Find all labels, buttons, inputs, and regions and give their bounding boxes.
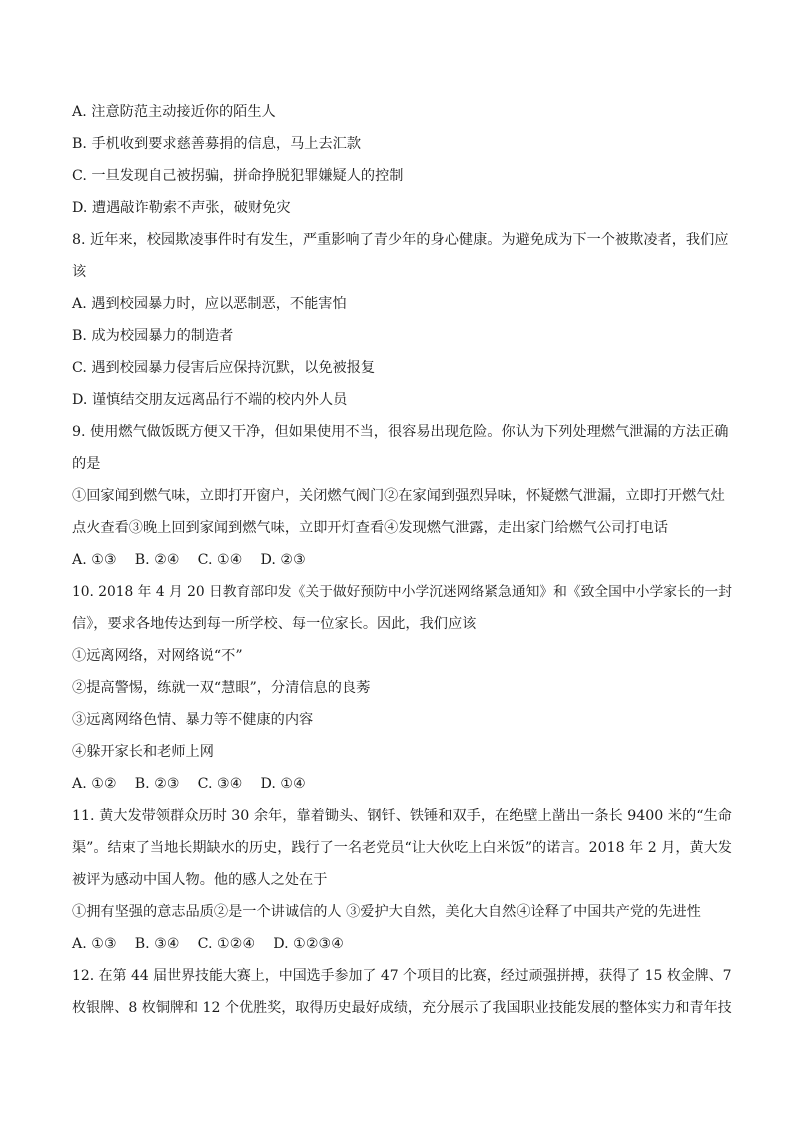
question-9-stem-cont: 的是 [72, 456, 101, 472]
option-8b: B. 成为校园暴力的制造者 [72, 328, 234, 344]
question-10-statement-2: ②提高警惕，练就一双“慧眼”，分清信息的良莠 [72, 680, 371, 696]
question-10-stem: 10. 2018 年 4 月 20 日教育部印发《关于做好预防中小学沉迷网络紧急通知》和《致全国中小学家长的一封 [72, 584, 733, 600]
option-7c: C. 一旦发现自己被拐骗，拼命挣脱犯罪嫌疑人的控制 [72, 168, 404, 184]
question-11-stem: 11. 黄大发带领群众历时 30 余年，靠着锄头、钢钎、铁锤和双手，在绝壁上凿出一条长 9400 米的“生命 [72, 808, 732, 824]
question-11-statements: ①拥有坚强的意志品质②是一个讲诚信的人 ③爱护大自然，美化大自然④诠释了中国共产党的先进性 [72, 904, 701, 920]
option-7a: A. 注意防范主动接近你的陌生人 [72, 104, 276, 120]
question-9-statements-cont: 点火查看③晚上回到家闻到燃气味，立即开灯查看④发现燃气泄露，走出家门给燃气公司打电话 [72, 520, 668, 536]
question-11-options: A. ①③ B. ③④ C. ①②④ D. ①②③④ [72, 936, 344, 952]
question-11-stem-cont: 渠”。结束了当地长期缺水的历史，践行了一名老党员“让大伙吃上白米饭”的诺言。2018 年 2 月，黄大发 [72, 840, 732, 856]
question-12-stem-cont: 枚银牌、8 枚铜牌和 12 个优胜奖，取得历史最好成绩，充分展示了我国职业技能发展的整体实力和青年技 [72, 1000, 732, 1016]
option-8c: C. 遇到校园暴力侵害后应保持沉默，以免被报复 [72, 360, 376, 376]
option-8d: D. 谨慎结交朋友远离品行不端的校内外人员 [72, 392, 348, 408]
question-10-stem-cont: 信》，要求各地传达到每一所学校、每一位家长。因此，我们应该 [72, 616, 477, 632]
question-9-statements: ①回家闻到燃气味，立即打开窗户，关闭燃气阀门②在家闻到强烈异味，怀疑燃气泄漏，立即打开燃气灶 [72, 488, 725, 504]
option-7b: B. 手机收到要求慈善募捐的信息，马上去汇款 [72, 136, 362, 152]
question-10-statement-1: ①远离网络，对网络说“不” [72, 648, 243, 664]
question-12-stem: 12. 在第 44 届世界技能大赛上，中国选手参加了 47 个项目的比赛，经过顽强拼搏，获得了 15 枚金牌、7 [72, 968, 732, 984]
question-8-stem-cont: 该 [72, 264, 87, 280]
question-10-statement-3: ③远离网络色情、暴力等不健康的内容 [72, 712, 314, 728]
question-9-options: A. ①③ B. ②④ C. ①④ D. ②③ [72, 552, 306, 568]
question-10-statement-4: ④躲开家长和老师上网 [72, 744, 214, 760]
option-7d: D. 遭遇敲诈勒索不声张，破财免灾 [72, 200, 291, 216]
question-8-stem: 8. 近年来，校园欺凌事件时有发生，严重影响了青少年的身心健康。为避免成为下一个被欺凌者，我们应 [72, 232, 729, 248]
option-8a: A. 遇到校园暴力时，应以恶制恶，不能害怕 [72, 296, 347, 312]
question-9-stem: 9. 使用燃气做饭既方便又干净，但如果使用不当，很容易出现危险。你认为下列处理燃气泄漏的方法正确 [72, 424, 729, 440]
question-10-options: A. ①② B. ②③ C. ③④ D. ①④ [72, 776, 306, 792]
question-11-stem-cont-2: 被评为感动中国人物。他的感人之处在于 [72, 872, 328, 888]
